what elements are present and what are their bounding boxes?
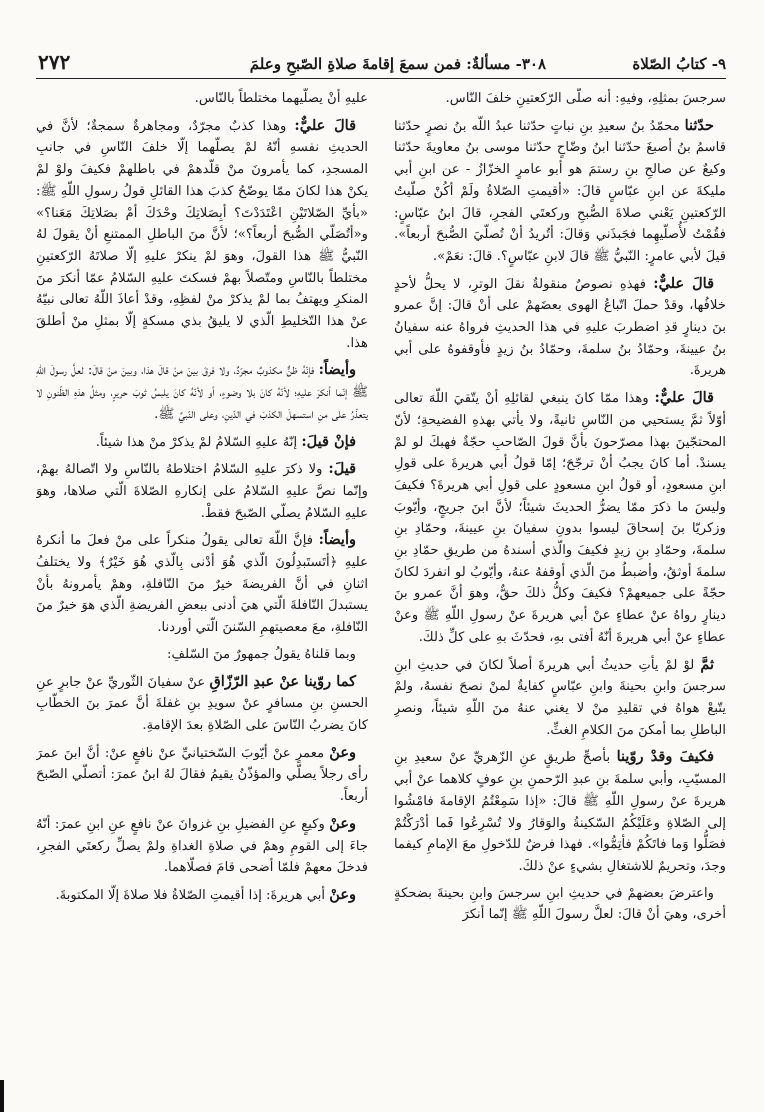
paragraph [36, 115, 368, 355]
paragraph [394, 654, 726, 742]
paragraph-lead: وعنْ [329, 814, 356, 832]
paragraph-lead: ثمَّ [700, 655, 714, 673]
paragraph-lead: وعنْ [329, 743, 356, 761]
paragraph [394, 387, 726, 648]
paragraph-lead: قالَ عليٌّ: [294, 116, 356, 134]
page-header [36, 52, 726, 79]
paragraph-text: فإنّهُ ظنٌّ مكذوبٌ مجرّدٌ، ولا فرقَ بينَ منْ قالَ هذا، وبينَ منْ قالَ: لعلَّ رسولَ اللّهِ ﷺ إنّما أنكرَ عليهِ؛ لأنّهُ كانَ بلا وضوءٍ، أو لأنّهُ كانَ يلبسُ ثوبَ حريرٍ، ومثلُ هذهِ الظّنونِ لا يتعذّرُ على منِ استسهلَ الكذبَ في الدّينِ، وعلى النّبيِّ ﷺ. [36, 363, 368, 422]
paragraph-text: وكيعٍ عنِ الفضيلِ بنِ غزوانَ عنْ نافعٍ عنِ ابنِ عمرَ: أنّهُ جاءَ إلى القومِ وهمْ في صلاةِ الغداةِ ولمْ يصلِّ ركعتَي الفجرِ، فدخلَ معهمْ فلمّا أضحى قامَ فصلّاهما. [36, 816, 368, 876]
right-column [394, 88, 726, 1088]
paragraph-text: عليهِ أنْ يصلّيهما مختلطاً بالنّاس. [194, 91, 368, 106]
paragraph-text: ولا ذكرَ عليهِ السّلامُ اختلاطهُ بالنّاسِ ولا اتّصالهُ بهمْ، وإنّما نصَّ عليهِ السّلامُ على إنكارهِ الصّلاةَ الّتي صلاها، وهوَ عليهِ السّلامُ يصلّي الصّبحَ فقطْ. [36, 462, 368, 521]
paragraph [36, 742, 368, 808]
paragraph-text: وهذا ممّا كانَ ينبغي لقائلِهِ أنْ يتّقيَ اللّهَ تعالى أوّلاً ثمَّ يستحيي من النّاسِ ثانيةً، ولا يأتي بهذهِ الفضيحةِ؛ لأنّ المحتجّينَ بهذا مصرّحونَ بأنَّ قولَ الصّاحبِ حجّةٌ فهبكَ لو لمْ يسندْ. أما كانَ يجبُ أنْ ترجّحَ؛ إمّا قولُ أبي هريرةَ على قولِ ابنِ مسعودٍ، أو قولُ ابنِ مسعودٍ على قولِ أبي هريرةَ؟ فكيفَ وليسَ ما ذكرَ ممّا يضرُّ الحديثَ شيئاً؛ لأنَّ ابنَ جريجٍ، وأيّوبَ وزكريّا بنَ إسحاقَ ليسوا بدونِ سفيانَ بنِ عيينةَ، وحمّادِ بنِ سلمةَ، وحمّادِ بنِ زيدٍ فكيفَ والّذي أسندهُ من طريقِ حمّادِ بنِ سلمةَ أوثقُ، وأضبطُ منَ الّذي أوقفهُ عنهُ، وأيّوبُ لو انفردَ لكانَ حجّةً على جميعهمْ؟ فكيفَ وكلُّ ذلكَ حقٌّ، وهوَ أنَّ عمرو بنَ دينارٍ رواهُ عنْ عطاءٍ عنْ أبي هريرةَ عنْ رسولِ اللّهِ ﷺ وعنْ عطاءٍ عنْ أبي هريرةَ أنّهُ أفتى بهِ، فحدّثَ بهِ على كلِّ ذلكَ. [394, 391, 726, 645]
text-columns [36, 88, 726, 1088]
paragraph [36, 644, 368, 666]
paragraph-lead: قالَ عليٌّ: [653, 274, 715, 292]
binding-edge [0, 1080, 4, 1112]
paragraph-text: أبي هريرةَ: إذا أقيمتِ الصّلاةُ فلا صلاةَ إلّا المكتوبةَ. [55, 887, 330, 903]
paragraph-text: معمرٍ عنْ أيّوبَ السّختيانيِّ عنْ نافعٍ عنْ: أنَّ ابنَ عمرَ رأى رجلاً يصلّي والمؤذّنُ يقيمُ فقالَ لهُ ابنُ عمرَ: أتصلّي الصّبحَ أربعاً. [36, 745, 368, 805]
paragraph-text: إنّهُ عليهِ السّلامُ لمْ يذكرْ منْ هذا شيئاً. [95, 434, 302, 450]
paragraph-text: بأصحِّ طريقٍ عنِ الزّهريِّ عنْ سعيدِ بنِ المسيّبِ، وأبي سلمةَ بنِ عبدِ الرّحمنِ بنِ عوفٍ كلاهما عنْ أبي هريرةَ عنْ رسولِ اللّهِ ﷺ قالَ: «إذا سَمِعْتُمُ الإقامةَ فامْشُوا إلى الصّلاةِ وعَلَيْكُمُ السّكينةُ والوَقارُ ولا تُسْرِعُوا فَما أدْرَكْتُمْ فصَلُّوا وَما فاتَكُمْ فأتِمُّوا». فهذا فرضٌ للدّخولِ معَ الإمامِ كيفما وجدَ، وتحريمٌ للاشتغالِ بشيءٍ عنْ ذلكَ. [394, 750, 726, 874]
paragraph [36, 884, 368, 907]
paragraph [394, 88, 726, 110]
paragraph [394, 115, 726, 268]
paragraph-text: وبما قلناهُ يقولُ جمهورٌ منَ السّلفِ: [167, 646, 356, 662]
paragraph-text: فإنَّ اللّهَ تعالى يقولُ منكراً على منْ فعلَ ما أنكرهُ عليهِ ﴿أتَستَبدِلُونَ الّذي هُوَ أدْنى بِالّذي هُوَ خَيْرٌ﴾ ولا يختلفُ اثنانِ في أنَّ الفريضةَ خيرٌ منَ النّافلةِ، وهمْ يأمرونهُ بأنْ يستبدلَ النّافلةَ الّتي هيَ أدنى ببعضِ الفريضةِ الّذي هوَ خيرٌ منَ النّافلةِ، معَ معصيتهمِ السّننَ الّتي أوردنا. [36, 533, 368, 636]
paragraph-text: لوْ لمْ يأتِ حديثُ أبي هريرةَ أصلاً لكانَ في حديثِ ابنِ سرجسَ وابنِ بحينةَ وابنِ عبّاسٍ كفايةٌ لمنْ نصحَ نفسهُ، ولمْ يتّبعْ هواهُ في تقليدِ منْ لا يغني عنهُ منَ اللّهِ شيئاً، ونصرِ الباطلِ بما أمكنَ منَ الكلامِ الغثِّ. [394, 657, 726, 738]
paragraph [36, 88, 368, 110]
paragraph-lead: كما روّينا عنْ عبدِ الرّزّاقِ [209, 672, 356, 690]
paragraph-lead: وعنْ [329, 885, 356, 903]
paragraph-lead: فكيفَ وقدْ روّينا [616, 748, 714, 766]
paragraph-lead: حدّثنا [684, 116, 714, 134]
paragraph-text: وهذا كذبٌ مجرّدٌ، ومجاهرةٌ سمجةٌ؛ لأنَّ في الحديثِ نفسهِ أنّهُ لمْ يصلّهما إلّا خلفَ النّاسِ في جانبِ المسجدِ، كما يأمرونَ منْ قلّدهمْ في باطلهمْ فكيفَ ولوْ لمْ يكنْ هذا لكانَ ممّا يوضّحُ كذبَ هذا القائلِ قولُ رسولِ اللّهِ ﷺ: «بأيِّ الصّلاتَيْنِ اعْتَدَدْتَ؟ أبِصَلاتِكَ وحْدَكَ أمْ بصَلاتِكَ مَعَنا؟» و«أتُصَلّي الصُّبحَ أربعاً؟»؛ لأنَّ منَ الباطلِ الممتنعِ أنْ يقولَ لهُ النّبيُّ ﷺ هذا القولَ، وهوَ لمْ ينكرْ عليهِ إلّا صلاتَهُ الرّكعتينِ مختلطاً بالنّاسِ ومتّصلاً بهمْ فسكتَ عليهِ السّلامُ عمّا أنكرَ منَ المنكرِ ويهتفُ بما لمْ يذكرْ منْ لفظِهِ، وقدْ أعاذَ اللّهُ تعالى نبيّهُ عنْ هذا التّخليطِ الّذي لا يليقُ بذي مسكةٍ إلّا بمثلِ منْ أطلقَ هذا. [36, 118, 368, 351]
paragraph-text: عنْ سفيانَ الثّوريِّ عنْ جابرٍ عنِ الحسنِ بنِ مسافرٍ عنْ سويدِ بنِ غفلةَ أنَّ عمرَ بنَ الخطّابِ كانَ يضربُ النّاسَ على الصّلاةِ بعدَ الإقامةِ. [36, 674, 368, 733]
paragraph-text: واعترضَ بعضهمْ في حديثِ ابنِ سرجسَ وابنِ بحينةَ بضحكةٍ أخرى، وهيَ أنْ قالَ: لعلَّ رسولَ اللّهِ ﷺ إنّما أنكرَ [394, 885, 726, 923]
book-title: ٩- كتابُ الصّلاة [632, 55, 726, 73]
paragraph [394, 273, 726, 383]
paragraph [36, 431, 368, 454]
paragraph [36, 813, 368, 879]
paragraph [36, 529, 368, 639]
paragraph-lead: قيلَ: [328, 460, 356, 478]
paragraph [36, 359, 368, 425]
section-title: ٣٠٨- مسألةٌ: فمن سمعَ إقامةَ صلاةِ الصّبحِ وعلمَ [249, 55, 546, 73]
paragraph-lead: وأيضاً: [318, 531, 356, 549]
paragraph-lead: فإنْ قيلَ: [301, 432, 356, 450]
paragraph-lead: قالَ عليٌّ: [654, 389, 714, 407]
paragraph-text: سرجسَ بمثلِهِ، وفيهِ: أنه صلّى الرّكعتينِ خلفَ النّاس. [445, 91, 726, 106]
paragraph [394, 883, 726, 926]
paragraph [36, 671, 368, 737]
page-number: ٢٧٢ [38, 50, 71, 74]
paragraph-text: محمّدُ بنُ سعيدِ بنِ نباتٍ حدّثنا عبدُ اللّه بنُ نصرٍ حدّثنا قاسمُ بنُ أصبغَ حدّثنا ابنُ وضّاحٍ حدّثنا موسى بنُ معاويةَ حدّثنا وكيعٌ عن صالحِ بنِ رستمَ هو أبو عامرٍ الخزّازُ - عن ابنِ أبي مليكةَ عن ابنِ عبّاسٍ قالَ: «أقيمتِ الصّلاةُ ولَمْ أكُنْ صلّيتُ الرّكعتينِ يَعْني صلاةَ الصُّبحِ وركعتَي الفجرِ، قالَ ابنُ عبّاسٍ: فقُمْتُ لأُصلّيهِما فجَبذَني وَقالَ: أتُريدُ أنْ تُصلّيَ الصُّبحَ أربعاً». قيلَ لأبي عامرٍ: النّبيُّ ﷺ قالَ لابنِ عبّاسٍ؟. قالَ: نعَمْ». [394, 118, 726, 264]
paragraph-text: فهذهِ نصوصٌ منقولةٌ نقلَ الوترِ، لا يحلُّ لأحدٍ خلافُها، وقدْ حملَ اتّباعُ الهوى بعضَهمْ على أنْ قالَ: إنَّ عمرو بنَ دينارٍ قدِ اضطربَ عليهِ في هذا الحديثِ فرواهُ عنه سفيانُ بنُ عيينةَ، وحمّادُ بنُ سلمةَ، وحمّادُ بنُ زيدٍ فأوقفوهُ على أبي هريرةَ. [394, 276, 726, 379]
paragraph [394, 746, 726, 877]
left-column [36, 88, 368, 1088]
paragraph-lead: وأيضاً: [318, 361, 356, 379]
paragraph [36, 458, 368, 524]
